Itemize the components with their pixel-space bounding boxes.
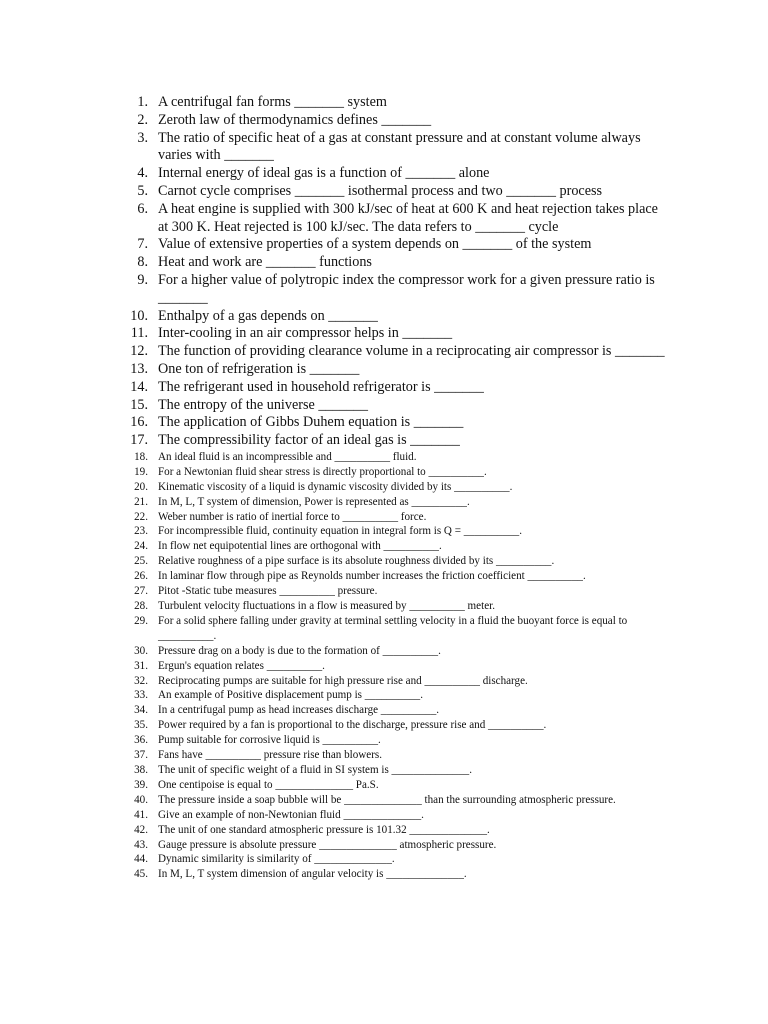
question-text: In a centrifugal pump as head increases discharge __________.	[158, 704, 440, 717]
question-number: 44.	[134, 853, 148, 866]
question-text: Carnot cycle comprises _______ isothermal process and two _______ process	[158, 182, 603, 199]
question-number: 18.	[134, 450, 148, 463]
question-item	[0, 254, 768, 272]
question-text: The unit of one standard atmospheric pressure is 101.32 ______________.	[158, 823, 490, 836]
question-number: 11.	[130, 325, 148, 342]
question-number: 29.	[134, 614, 148, 627]
question-item	[0, 763, 768, 778]
question-number: 10.	[130, 307, 148, 324]
question-text: In M, L, T system of dimension, Power is represented as __________.	[158, 495, 470, 508]
question-number: 16.	[130, 414, 148, 431]
question-text: The pressure inside a soap bubble will be ______________ than the surrounding atmospheric pressure.	[158, 793, 616, 806]
question-item	[0, 495, 768, 510]
question-item	[0, 414, 768, 432]
question-item	[0, 823, 768, 838]
question-item	[0, 867, 768, 882]
question-text: Weber number is ratio of inertial force to __________ force.	[158, 510, 427, 523]
question-item	[0, 480, 768, 495]
question-text: Turbulent velocity fluctuations in a flow is measured by __________ meter.	[158, 600, 495, 612]
question-text: Fans have __________ pressure rise than blowers.	[158, 749, 382, 762]
question-number: 14.	[130, 378, 148, 395]
question-item	[0, 308, 768, 326]
question-item	[0, 614, 768, 644]
question-number: 37.	[134, 749, 148, 762]
question-text: A heat engine is supplied with 300 kJ/sec of heat at 600 K and heat rejection takes place at 300 K. Heat rejected is 100 kJ/sec. The data refers to _______ cycle	[158, 200, 658, 235]
question-text: Pitot -Static tube measures __________ pressure.	[158, 585, 378, 598]
question-number: 30.	[134, 644, 148, 657]
question-item	[0, 599, 768, 614]
question-text: For a solid sphere falling under gravity at terminal settling velocity in a fluid the buoyant force is equal to __________.	[158, 614, 628, 642]
question-number: 21.	[134, 495, 148, 508]
question-text: The function of providing clearance volume in a reciprocating air compressor is _______	[158, 343, 665, 360]
question-number: 34.	[134, 704, 148, 717]
question-text: The refrigerant used in household refrigerator is _______	[158, 378, 484, 395]
question-item	[0, 183, 768, 201]
question-text: An example of Positive displacement pump is __________.	[158, 689, 423, 702]
question-number: 4.	[137, 165, 148, 182]
question-text: For a higher value of polytropic index the compressor work for a given pressure ratio is _______	[158, 271, 655, 306]
question-text: Reciprocating pumps are suitable for high pressure rise and __________ discharge.	[158, 674, 528, 687]
question-number: 9.	[137, 271, 148, 288]
question-number: 31.	[134, 659, 148, 672]
question-number: 26.	[134, 570, 148, 583]
question-item	[0, 554, 768, 569]
question-number: 23.	[134, 525, 148, 538]
question-item	[0, 272, 768, 308]
question-item	[0, 852, 768, 867]
question-item	[0, 165, 768, 183]
question-item	[0, 361, 768, 379]
question-text: Internal energy of ideal gas is a function of _______ alone	[158, 165, 490, 182]
question-number: 25.	[134, 555, 148, 568]
question-number: 3.	[137, 129, 148, 146]
question-text: Gauge pressure is absolute pressure ______________ atmospheric pressure.	[158, 838, 497, 851]
question-text: Enthalpy of a gas depends on _______	[158, 307, 378, 324]
question-item	[0, 130, 768, 166]
question-number: 39.	[134, 778, 148, 791]
question-number: 33.	[134, 689, 148, 702]
question-text: Pressure drag on a body is due to the formation of __________.	[158, 644, 441, 657]
question-number: 13.	[130, 360, 148, 377]
question-item	[0, 397, 768, 415]
question-text: Relative roughness of a pipe surface is its absolute roughness divided by its __________.	[158, 555, 555, 568]
question-item	[0, 343, 768, 361]
question-item	[0, 465, 768, 480]
question-number: 6.	[137, 200, 148, 217]
question-number: 24.	[134, 540, 148, 553]
question-item	[0, 325, 768, 343]
question-item	[0, 379, 768, 397]
question-text: The ratio of specific heat of a gas at constant pressure and at constant volume always varies with _______	[158, 129, 641, 164]
question-number: 8.	[137, 254, 148, 271]
question-text: Dynamic similarity is similarity of ______________.	[158, 853, 395, 866]
question-item	[0, 674, 768, 689]
question-item	[0, 539, 768, 554]
question-text: In laminar flow through pipe as Reynolds number increases the friction coefficient __________.	[158, 570, 586, 583]
question-item	[0, 201, 768, 237]
question-text: In flow net equipotential lines are orthogonal with __________.	[158, 540, 442, 553]
question-item	[0, 688, 768, 703]
question-number: 32.	[134, 674, 148, 687]
question-number: 43.	[134, 838, 148, 851]
question-text: Ergun's equation relates __________.	[158, 659, 325, 672]
question-text: The unit of specific weight of a fluid in SI system is ______________.	[158, 763, 472, 776]
question-number: 36.	[134, 734, 148, 747]
question-number: 1.	[137, 94, 148, 110]
question-number: 2.	[137, 111, 148, 128]
question-number: 22.	[134, 510, 148, 523]
question-item	[0, 748, 768, 763]
question-number: 35.	[134, 719, 148, 732]
question-text: Give an example of non-Newtonian fluid ______________.	[158, 808, 424, 821]
question-item	[0, 718, 768, 733]
question-item	[0, 733, 768, 748]
question-item	[0, 94, 768, 112]
question-item	[0, 838, 768, 853]
question-number: 40.	[134, 793, 148, 806]
question-number: 15.	[130, 396, 148, 413]
question-text: The compressibility factor of an ideal gas is _______	[158, 432, 460, 449]
question-text: For a Newtonian fluid shear stress is directly proportional to __________.	[158, 465, 487, 478]
question-number: 27.	[134, 585, 148, 598]
question-item	[0, 112, 768, 130]
question-text: Kinematic viscosity of a liquid is dynamic viscosity divided by its __________.	[158, 480, 513, 493]
question-number: 7.	[137, 236, 148, 253]
question-item	[0, 808, 768, 823]
question-text: One centipoise is equal to ______________ Pa.S.	[158, 778, 379, 791]
question-number: 45.	[134, 868, 148, 881]
question-text: Pump suitable for corrosive liquid is __________.	[158, 734, 381, 747]
question-item	[0, 778, 768, 793]
question-number: 42.	[134, 823, 148, 836]
question-item	[0, 569, 768, 584]
question-text: For incompressible fluid, continuity equation in integral form is Q = __________.	[158, 525, 522, 538]
question-number: 28.	[134, 600, 148, 612]
question-item	[0, 510, 768, 525]
question-number: 5.	[137, 182, 148, 199]
question-number: 17.	[130, 432, 148, 449]
question-number: 20.	[134, 480, 148, 493]
question-item	[0, 644, 768, 659]
question-item	[0, 659, 768, 674]
question-number: 12.	[130, 343, 148, 360]
question-item	[0, 432, 768, 450]
question-item	[0, 584, 768, 599]
question-item	[0, 236, 768, 254]
question-number: 19.	[134, 465, 148, 478]
question-list	[0, 94, 768, 882]
question-text: In M, L, T system dimension of angular velocity is ______________.	[158, 868, 467, 881]
question-text: Value of extensive properties of a system depends on _______ of the system	[158, 236, 592, 253]
question-item	[0, 793, 768, 808]
question-text: A centrifugal fan forms _______ system	[158, 94, 387, 110]
question-text: Zeroth law of thermodynamics defines _______	[158, 111, 432, 128]
question-text: An ideal fluid is an incompressible and __________ fluid.	[158, 450, 417, 463]
question-text: Heat and work are _______ functions	[158, 254, 372, 271]
question-text: The application of Gibbs Duhem equation is _______	[158, 414, 464, 431]
question-number: 41.	[134, 808, 148, 821]
question-text: One ton of refrigeration is _______	[158, 360, 360, 377]
question-text: The entropy of the universe _______	[158, 396, 368, 413]
question-text: Inter-cooling in an air compressor helps in _______	[158, 325, 453, 342]
question-text: Power required by a fan is proportional to the discharge, pressure rise and __________.	[158, 719, 547, 732]
question-item	[0, 524, 768, 539]
question-item	[0, 703, 768, 718]
question-item	[0, 450, 768, 465]
question-number: 38.	[134, 763, 148, 776]
